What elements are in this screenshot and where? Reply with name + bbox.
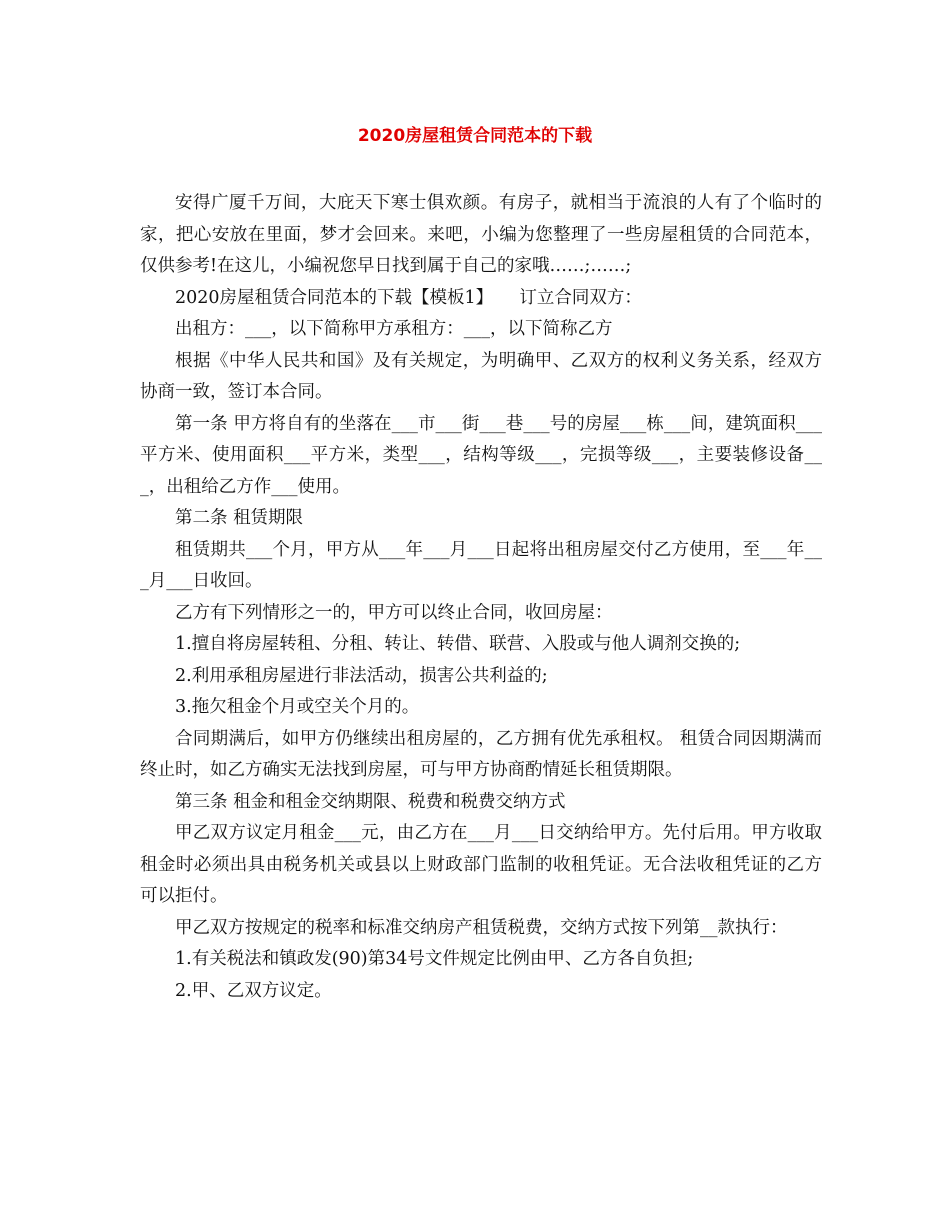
article-3-heading: 第三条 租金和租金交纳期限、税费和税费交纳方式	[175, 791, 566, 812]
renewal-paragraph: 合同期满后，如甲方仍继续出租房屋的，乙方拥有优先承租权。 租赁合同因期满而终止时，如乙方确实无法找到房屋，可与甲方协商酌情延长租赁期限。	[140, 728, 822, 780]
basis-paragraph: 根据《中华人民共和国》及有关规定，为明确甲、乙双方的权利义务关系，经双方协商一致，签订本合同。	[140, 350, 822, 402]
termination-intro: 乙方有下列情形之一的，甲方可以终止合同，收回房屋：	[175, 602, 613, 623]
article-2-heading: 第二条 租赁期限	[175, 508, 304, 528]
termination-item-1: 1.擅自将房屋转租、分租、转让、转借、联营、入股或与他人调剂交换的;	[175, 634, 741, 654]
template-heading: 2020房屋租赁合同范本的下载【模板1】 订立合同双方：	[175, 287, 642, 308]
document-title: 2020房屋租赁合同范本的下载	[357, 126, 593, 146]
termination-item-3: 3.拖欠租金个月或空关个月的。	[175, 697, 420, 717]
tax-item-2: 2.甲、乙双方议定。	[175, 980, 332, 1001]
tax-item-1: 1.有关税法和镇政发(90)第34号文件规定比例由甲、乙方各自负担;	[175, 949, 694, 969]
intro-paragraph: 安得广厦千万间，大庇天下寒士俱欢颜。有房子，就相当于流浪的人有了个临时的家，把心安放在里面，梦才会回来。来吧，小编为您整理了一些房屋租赁的合同范本，仅供参考!在这儿，小编祝您早日找到属于自己的家哦……;……;	[140, 193, 822, 276]
rent-paragraph: 甲乙双方议定月租金___元，由乙方在___月___日交纳给甲方。先付后用。甲方收取租金时必须出具由税务机关或县以上财政部门监制的收租凭证。无合法收租凭证的乙方可以拒付。	[140, 823, 822, 906]
tax-paragraph: 甲乙双方按规定的税率和标准交纳房产租赁税费，交纳方式按下列第__款执行：	[175, 917, 788, 938]
lease-term-paragraph: 租赁期共___个月，甲方从___年___月___日起将出租房屋交付乙方使用，至___年___月___日收回。	[140, 539, 822, 591]
article-1-paragraph: 第一条 甲方将自有的坐落在___市___街___巷___号的房屋___栋___间，建筑面积___平方米、使用面积___平方米，类型___，结构等级___，完损等级___，主要装修设备___，出租给乙方作___使用。	[140, 413, 822, 497]
parties-line: 出租方：___，以下简称甲方承租方：___，以下简称乙方	[175, 319, 613, 339]
document-body	[140, 188, 822, 1007]
termination-item-2: 2.利用承租房屋进行非法活动，损害公共利益的;	[175, 665, 548, 686]
